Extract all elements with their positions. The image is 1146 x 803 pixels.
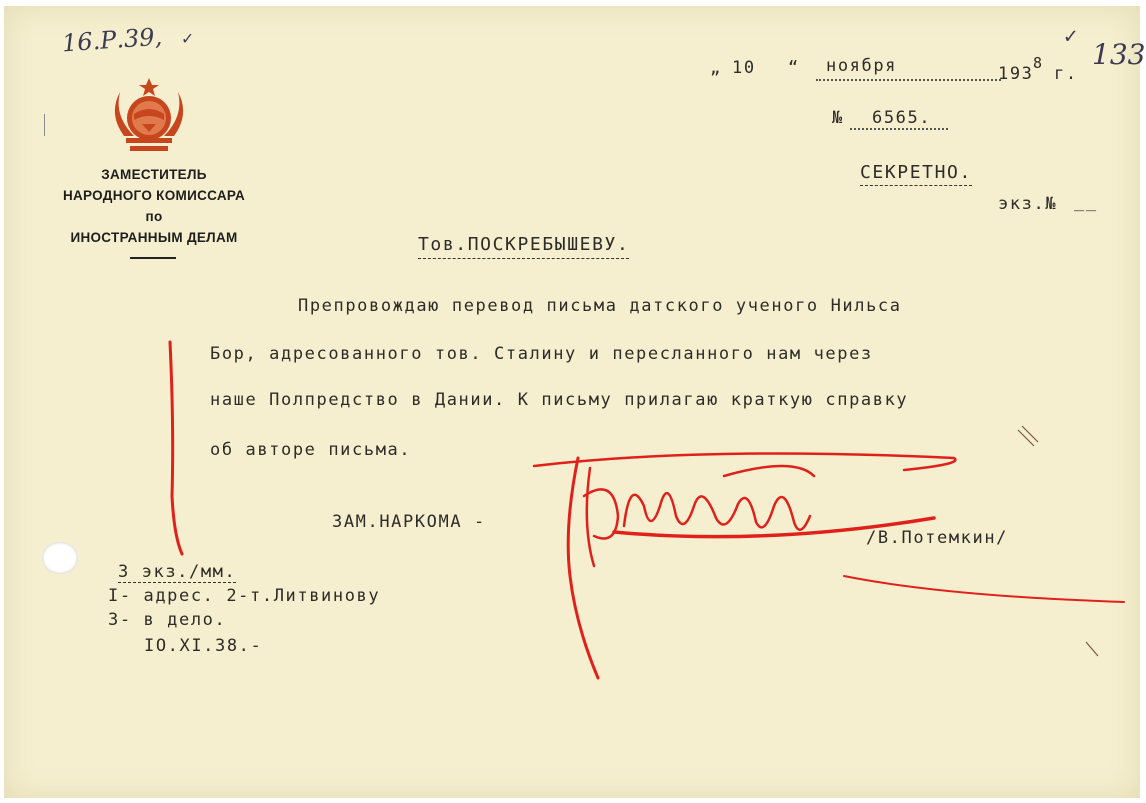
copy-value: __ xyxy=(1074,192,1098,212)
date-year-prefix: 193 xyxy=(998,64,1034,84)
number-label: № xyxy=(832,108,844,128)
footer-distribution-2: 3- в дело. xyxy=(108,610,227,630)
body-line-1: Препровождаю перевод письма датского ученого Нильса xyxy=(298,296,902,316)
addressee: Тов.ПОСКРЕБЫШЕВУ. xyxy=(418,234,629,259)
number-value: 6565. xyxy=(872,108,932,128)
footer-distribution-1: I- адрес. 2-т.Литвинову xyxy=(108,586,381,606)
date-quote-open: „ xyxy=(710,58,722,78)
footer-copies: 3 экз./мм. xyxy=(118,562,237,582)
body-line-4: об авторе письма. xyxy=(210,440,412,460)
signature-name: /В.Потемкин/ xyxy=(866,528,1009,548)
check-mark-icon: ✓ xyxy=(182,30,193,50)
body-line-3: наше Полпредство в Дании. К письму прилагаю краткую справку xyxy=(210,390,909,410)
body-line-2: Бор, адресованного тов. Сталину и пересланного нам через xyxy=(210,344,873,364)
signature-title: ЗАМ.НАРКОМА - xyxy=(332,512,486,532)
red-pencil-signature xyxy=(4,6,1140,798)
classification-stamp: СЕКРЕТНО. xyxy=(860,162,972,186)
page-mark: 16.Р.39, xyxy=(61,22,163,58)
date-year-suffix: г. xyxy=(1054,64,1078,84)
date-month: ноября xyxy=(826,56,898,76)
header-line-4: ИНОСТРАННЫМ ДЕЛАМ xyxy=(70,230,238,245)
document-sheet xyxy=(4,6,1146,798)
date-quote-close: “ xyxy=(788,58,800,78)
date-day: 10 xyxy=(732,58,756,78)
copy-label: экз.№ xyxy=(998,194,1058,214)
header-line-3: по xyxy=(145,209,163,224)
sheet-number-tick-icon: ✓ xyxy=(1064,25,1078,50)
sheet-number: 133 xyxy=(1092,38,1146,71)
footer-date: IO.XI.38.- xyxy=(144,636,263,656)
header-line-1: ЗАМЕСТИТЕЛЬ xyxy=(101,167,207,182)
header-line-2: НАРОДНОГО КОМИССАРА xyxy=(62,188,246,203)
date-year-digit: 8 xyxy=(1033,54,1044,72)
